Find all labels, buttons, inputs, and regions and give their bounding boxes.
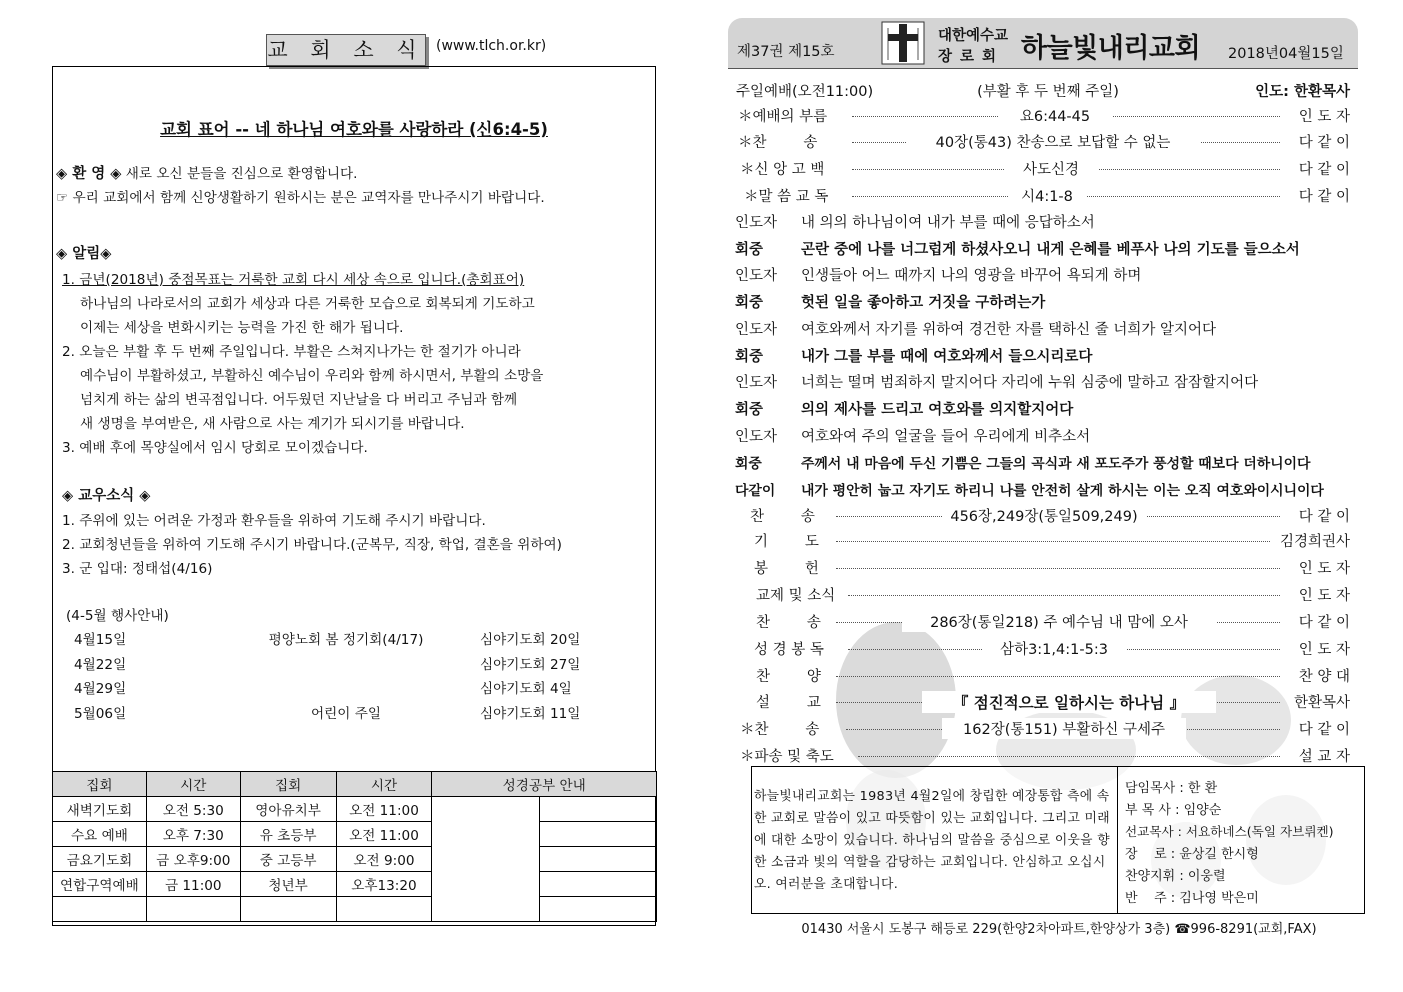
service-leader: 인도: 한환목사 [1253, 80, 1350, 101]
schedule-header-row [53, 772, 657, 797]
responsive-line [735, 479, 1324, 499]
info-divider [1117, 766, 1118, 914]
table-cell: 오후13:20 [336, 872, 432, 897]
responsive-line [735, 211, 1095, 232]
worship-order-item [736, 505, 1350, 525]
notice-2-cont: 예수님이 부활하셨고, 부활하신 예수님이 우리와 함께 하시면서, 부활의 소망을 [80, 368, 544, 384]
notice-2-cont: 새 생명을 부여받은, 새 사람으로 사는 계기가 되시기를 바랍니다. [80, 416, 465, 432]
notice-3: 3. 예배 후에 목양실에서 임시 당회로 모이겠습니다. [62, 440, 368, 456]
reading-text: 곤란 중에 나를 너그럽게 하셨사오니 내게 은혜를 베푸사 나의 기도를 들으소서 [801, 242, 1300, 258]
event-row [66, 653, 646, 678]
dot-leader [836, 676, 1280, 677]
worship-order-item [736, 691, 1350, 711]
order-label: ＊말 씀 교 독 [744, 189, 829, 205]
table-row [53, 797, 657, 822]
reader-role: 인도자 [735, 375, 778, 391]
order-role: 다 같 이 [1297, 131, 1350, 152]
table-row [53, 897, 657, 922]
welcome-text: 새로 오신 분들을 진심으로 환영합니다. [121, 166, 358, 182]
order-role: 한환목사 [1292, 691, 1350, 712]
staff-line: 찬양지휘 : 이웅렬 [1125, 869, 1226, 884]
table-cell: 금요기도회 [53, 847, 147, 872]
event-date: 4월15일 [74, 632, 127, 648]
reading-text: 인생들아 어느 때까지 나의 영광을 바꾸어 욕되게 하며 [801, 268, 1142, 284]
notice-1-cont: 하나님의 나라로서의 교회가 세상과 다른 거룩한 모습으로 회복되게 기도하고 [80, 296, 535, 312]
responsive-line [735, 345, 1092, 366]
table-cell: 오전 5:30 [146, 797, 240, 822]
order-label: 기 도 [754, 534, 819, 550]
bible-study-cell [540, 897, 657, 922]
staff-line: 반 주 : 김나영 박은미 [1125, 891, 1259, 906]
order-role: 인 도 자 [1297, 105, 1350, 126]
worship-order-item [736, 611, 1350, 631]
responsive-line [735, 264, 1141, 285]
table-cell: 수요 예배 [53, 822, 147, 847]
news-1: 1. 주위에 있는 어려운 가정과 환우들을 위하여 기도해 주시기 바랍니다. [62, 513, 486, 529]
reading-text: 내가 그를 부를 때에 여호와께서 들으시리로다 [801, 349, 1093, 365]
order-role: 다 같 이 [1297, 505, 1350, 526]
event-date: 4월29일 [74, 681, 127, 697]
event-row [66, 677, 646, 702]
cross-logo-icon [880, 20, 926, 66]
welcome-heading: ◈ 환 영 ◈ [56, 166, 122, 182]
order-label: 봉 헌 [754, 561, 819, 577]
schedule-header: 시간 [146, 772, 240, 797]
dot-leader [848, 595, 1280, 596]
notice-1-cont: 이제는 세상을 변화시키는 능력을 가진 한 해가 됩니다. [80, 320, 404, 336]
church-introduction: 하늘빛내리교회는 1983년 4월2일에 창립한 예장통합 측에 속한 교회로 말씀이 있고 따뜻함이 있는 교회입니다. 그리고 미래에 대한 소망이 있습니다. 하나님의 말씀을 중심으로 이웃을 향한 소금과 빛의 역할을 감당하는 교회입니다. 안심하고 오십시오. 여러분을 초대합니다. [754, 789, 1110, 892]
table-cell: 새벽기도회 [53, 797, 147, 822]
table-cell: 유 초등부 [240, 822, 336, 847]
table-cell [146, 897, 240, 922]
order-role: 다 같 이 [1297, 611, 1350, 632]
event-name: 어린이 주일 [311, 705, 381, 722]
event-prayer: 심야기도회 27일 [480, 656, 581, 673]
table-cell: 연합구역예배 [53, 872, 147, 897]
header-divider [728, 68, 1358, 70]
order-label: 찬 양 [756, 669, 821, 685]
welcome-section [56, 162, 358, 183]
table-cell [336, 897, 432, 922]
table-cell: 금 11:00 [146, 872, 240, 897]
reader-role: 인도자 [735, 268, 778, 284]
reading-text: 여호와께서 자기를 위하여 경건한 자를 택하신 줄 너희가 알지어다 [801, 322, 1217, 338]
schedule-header: 집회 [53, 772, 147, 797]
table-cell [53, 897, 147, 922]
table-cell: 영아유치부 [240, 797, 336, 822]
reading-text: 내가 평안히 눕고 자기도 하리니 나를 안전히 살게 하시는 이는 오직 여호와이시니이다 [801, 483, 1324, 499]
table-row [53, 822, 657, 847]
event-prayer: 심야기도회 4일 [480, 681, 572, 697]
responsive-line [735, 452, 1310, 472]
staff-line: 선교목사 : 서요하네스(독일 자브뤼켄) [1125, 824, 1334, 839]
welcome-note: ☞ 우리 교회에서 함께 신앙생활하기 원하시는 분은 교역자를 만나주시기 바랍니다. [56, 190, 545, 206]
bible-study-cell [432, 797, 540, 922]
responsive-line [735, 318, 1216, 339]
event-prayer: 심야기도회 11일 [480, 705, 581, 722]
reading-text: 주께서 내 마음에 두신 기쁨은 그들의 곡식과 새 포도주가 풍성할 때보다 더하니이다 [801, 456, 1311, 472]
reader-role: 인도자 [735, 215, 778, 231]
responsive-line [735, 398, 1073, 419]
bible-study-cell [540, 822, 657, 847]
order-label: 찬 송 [756, 615, 821, 631]
order-role: 찬 양 대 [1297, 665, 1350, 686]
order-label: 설 교 [756, 695, 821, 711]
reader-role: 회중 [735, 295, 764, 311]
responsive-line [735, 425, 1090, 446]
order-content: 40장(통43) 찬송으로 보답할 수 없는 [906, 131, 1200, 152]
order-label: ＊예배의 부름 [738, 109, 828, 125]
staff-line: 부 목 사 : 임양순 [1125, 803, 1222, 818]
order-label: ＊찬 송 [738, 135, 818, 151]
church-address: 01430 서울시 도봉구 해등로 229(한양2차아파트,한양상가 3층) ☎996-8291(교회,FAX) [801, 922, 1317, 937]
worship-order-item [736, 665, 1350, 685]
order-label: ＊신 앙 고 백 [740, 162, 825, 178]
order-role: 다 같 이 [1297, 718, 1350, 739]
volume-number: 제37권 제15호 [737, 44, 835, 60]
event-name: 평양노회 봄 정기회(4/17) [268, 632, 424, 648]
church-motto: 교회 표어 -- 네 하나님 여호와를 사랑하라 (신6:4-5) [160, 120, 548, 139]
order-label: 찬 송 [750, 509, 815, 525]
news-2: 2. 교회청년들을 위하여 기도해 주시기 바랍니다.(군복무, 직장, 학업, 결혼을 위하여) [62, 537, 562, 553]
events-heading: (4-5월 행사안내) [66, 608, 169, 624]
bulletin-date: 2018년04월15일 [1228, 46, 1344, 62]
order-role: 김경희권사 [1278, 530, 1350, 551]
table-row [53, 872, 657, 897]
page-title: 교 회 소 식 [266, 34, 426, 66]
order-content: 286장(통일218) 주 예수님 내 맘에 오사 [902, 611, 1216, 632]
reading-text: 여호와여 주의 얼굴을 들어 우리에게 비추소서 [801, 429, 1091, 445]
table-cell: 청년부 [240, 872, 336, 897]
worship-order-item [736, 158, 1350, 178]
reading-text: 너희는 떨며 범죄하지 말지어다 자리에 누워 심중에 말하고 잠잠할지어다 [801, 375, 1259, 391]
order-content: 456장,249장(통일509,249) [942, 505, 1146, 526]
service-title-row [736, 80, 1350, 100]
event-row [66, 628, 646, 653]
order-role: 인 도 자 [1297, 638, 1350, 659]
event-date: 4월22일 [74, 656, 127, 673]
news-heading: ◈ 교우소식 ◈ [62, 488, 151, 504]
worship-order-item [736, 557, 1350, 577]
order-role: 다 같 이 [1297, 185, 1350, 206]
notice-heading: ◈ 알림◈ [56, 246, 112, 262]
schedule-header: 집회 [240, 772, 336, 797]
service-subtitle: (부활 후 두 번째 주일) [956, 80, 1140, 101]
notice-1: 1. 금년(2018년) 중점목표는 거룩한 교회 다시 세상 속으로 입니다.(총회표어) [62, 272, 525, 288]
worship-order-item [736, 185, 1350, 205]
schedule-header: 성경공부 안내 [432, 772, 657, 797]
order-role: 인 도 자 [1297, 557, 1350, 578]
service-title: 주일예배(오전11:00) [736, 84, 874, 100]
bible-study-cell [540, 797, 657, 822]
order-content: 시4:1-8 [1008, 185, 1086, 206]
dot-leader [836, 568, 1280, 569]
denomination-line-1: 대한예수교 [938, 28, 1009, 44]
schedule-table [52, 771, 657, 922]
notice-2: 2. 오늘은 부활 후 두 번째 주일입니다. 부활은 스쳐지나가는 한 절기가 아니라 [62, 344, 521, 360]
responsive-line [735, 371, 1258, 392]
table-cell: 중 고등부 [240, 847, 336, 872]
staff-line: 담임목사 : 한 환 [1125, 781, 1218, 796]
order-role: 다 같 이 [1297, 158, 1350, 179]
order-role: 설 교 자 [1297, 745, 1350, 766]
denomination-line-2: 장로회 [938, 49, 1005, 65]
order-content: 요6:44-45 [998, 105, 1112, 126]
table-cell: 금 오후9:00 [146, 847, 240, 872]
sermon-title: 『 점진적으로 일하시는 하나님 』 [922, 691, 1216, 713]
worship-order-item [736, 638, 1350, 658]
responsive-line [735, 238, 1300, 259]
worship-order-item [736, 105, 1350, 125]
table-cell: 오후 7:30 [146, 822, 240, 847]
order-label: ＊파송 및 축도 [740, 749, 834, 765]
order-label: 교제 및 소식 [756, 588, 836, 604]
staff-line: 장 로 : 윤상길 한시형 [1125, 847, 1259, 862]
worship-order-item [736, 745, 1350, 765]
order-role: 인 도 자 [1297, 584, 1350, 605]
bible-study-cell [540, 847, 657, 872]
table-cell: 오전 11:00 [336, 822, 432, 847]
reading-text: 의의 제사를 드리고 여호와를 의지할지어다 [801, 402, 1074, 418]
table-cell [240, 897, 336, 922]
order-label: 성 경 봉 독 [754, 642, 824, 658]
order-content: 사도신경 [1004, 158, 1098, 179]
reader-role: 회중 [735, 349, 764, 365]
event-date: 5월06일 [74, 705, 127, 722]
schedule-header: 시간 [336, 772, 432, 797]
website-url[interactable]: (www.tlch.or.kr) [436, 38, 547, 54]
events-list [66, 628, 646, 726]
table-row [53, 847, 657, 872]
bible-study-cell [540, 872, 657, 897]
reader-role: 회중 [735, 242, 764, 258]
order-content: 삼하3:1,4:1-5:3 [982, 638, 1126, 659]
worship-order-item [736, 718, 1350, 738]
order-label: ＊찬 송 [740, 722, 820, 738]
order-content: 162장(통151) 부활하신 구세주 [942, 718, 1186, 739]
worship-order-item [736, 131, 1350, 151]
table-cell: 오전 11:00 [336, 797, 432, 822]
dot-leader [858, 756, 1280, 757]
reader-role: 인도자 [735, 322, 778, 338]
event-prayer: 심야기도회 20일 [480, 632, 581, 648]
event-row [66, 702, 646, 727]
reading-text: 내 의의 하나님이여 내가 부를 때에 응답하소서 [801, 215, 1095, 231]
church-name: 하늘빛내리교회 [1021, 33, 1201, 64]
worship-order-item [736, 584, 1350, 604]
reader-role: 회중 [735, 402, 764, 418]
reading-text: 헛된 일을 좋아하고 거짓을 구하려는가 [801, 295, 1046, 311]
reader-role: 회중 [735, 456, 762, 472]
table-cell: 오전 9:00 [336, 847, 432, 872]
dot-leader [836, 541, 1270, 542]
notice-2-cont: 넘치게 하는 삶의 변곡점입니다. 어두웠던 지난날을 다 버리고 주님과 함께 [80, 392, 518, 408]
news-3: 3. 군 입대: 정태섭(4/16) [62, 561, 213, 577]
reader-role: 인도자 [735, 429, 778, 445]
worship-order-item [736, 530, 1350, 550]
responsive-line [735, 291, 1045, 312]
reader-role: 다같이 [735, 483, 776, 499]
